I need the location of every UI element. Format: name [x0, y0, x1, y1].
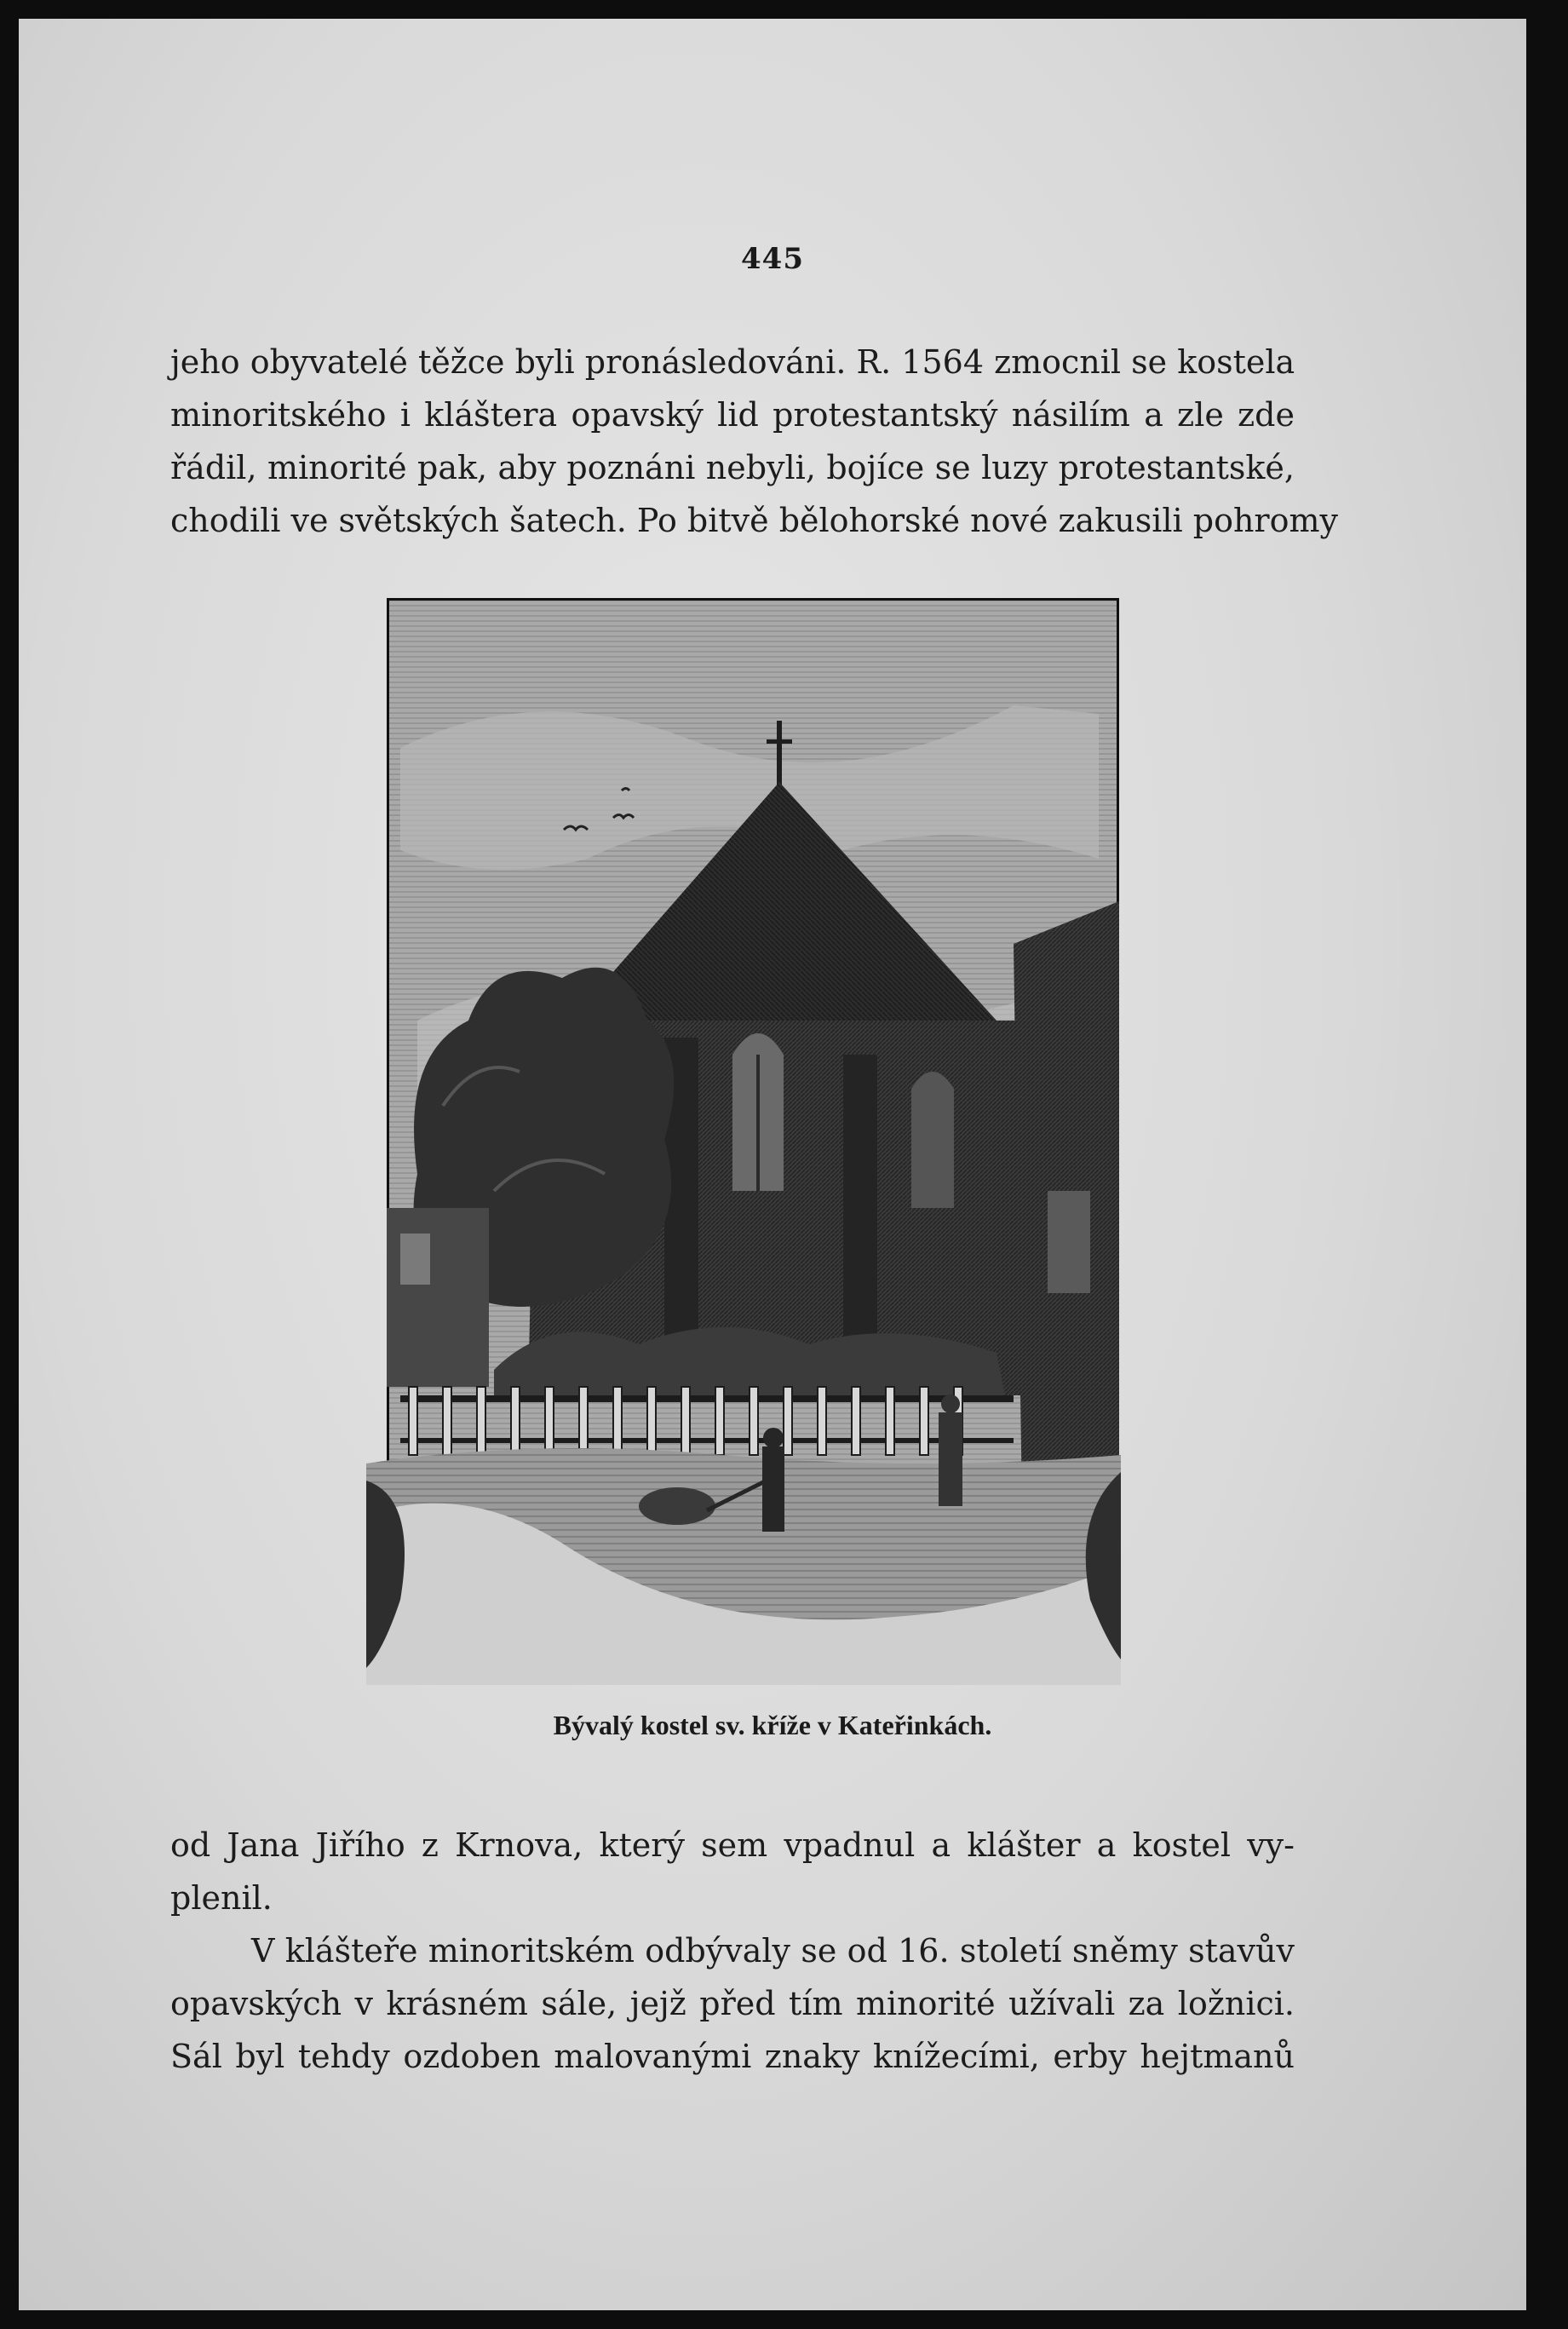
text-line: řádil, minorité pak, aby poznáni nebyli, bojíce se luzy protestantské, [170, 449, 1295, 486]
church-engraving [366, 578, 1121, 1685]
text-line: od Jana Jiřího z Krnova, který sem vpadnul a klášter a kostel vy- [170, 1826, 1295, 1864]
text-line: plenil. [170, 1879, 273, 1917]
text-line: minoritského i kláštera opavský lid protestantský násilím a zle zde [170, 396, 1295, 434]
text-line: V klášteře minoritském odbývaly se od 16. století sněmy stavův [251, 1932, 1295, 1970]
paragraph-after [170, 1819, 1295, 2083]
text-line: chodili ve světských šatech. Po bitvě bělohorské nové zakusili pohromy [170, 502, 1338, 539]
page-number: 445 [741, 242, 804, 276]
book-page [19, 19, 1526, 2310]
figure-caption: Bývalý kostel sv. kříže v Kateřinkách. [553, 1710, 992, 1740]
text-line: opavských v krásném sále, jejž před tím minorité užívali za ložnici. [170, 1985, 1295, 2022]
text-line: jeho obyvatelé těžce byli pronásledováni. R. 1564 zmocnil se kostela [170, 343, 1295, 381]
text-line: Sál byl tehdy ozdoben malovanými znaky knížecími, erby hejtmanů [170, 2038, 1295, 2075]
paragraph-top [170, 336, 1338, 547]
